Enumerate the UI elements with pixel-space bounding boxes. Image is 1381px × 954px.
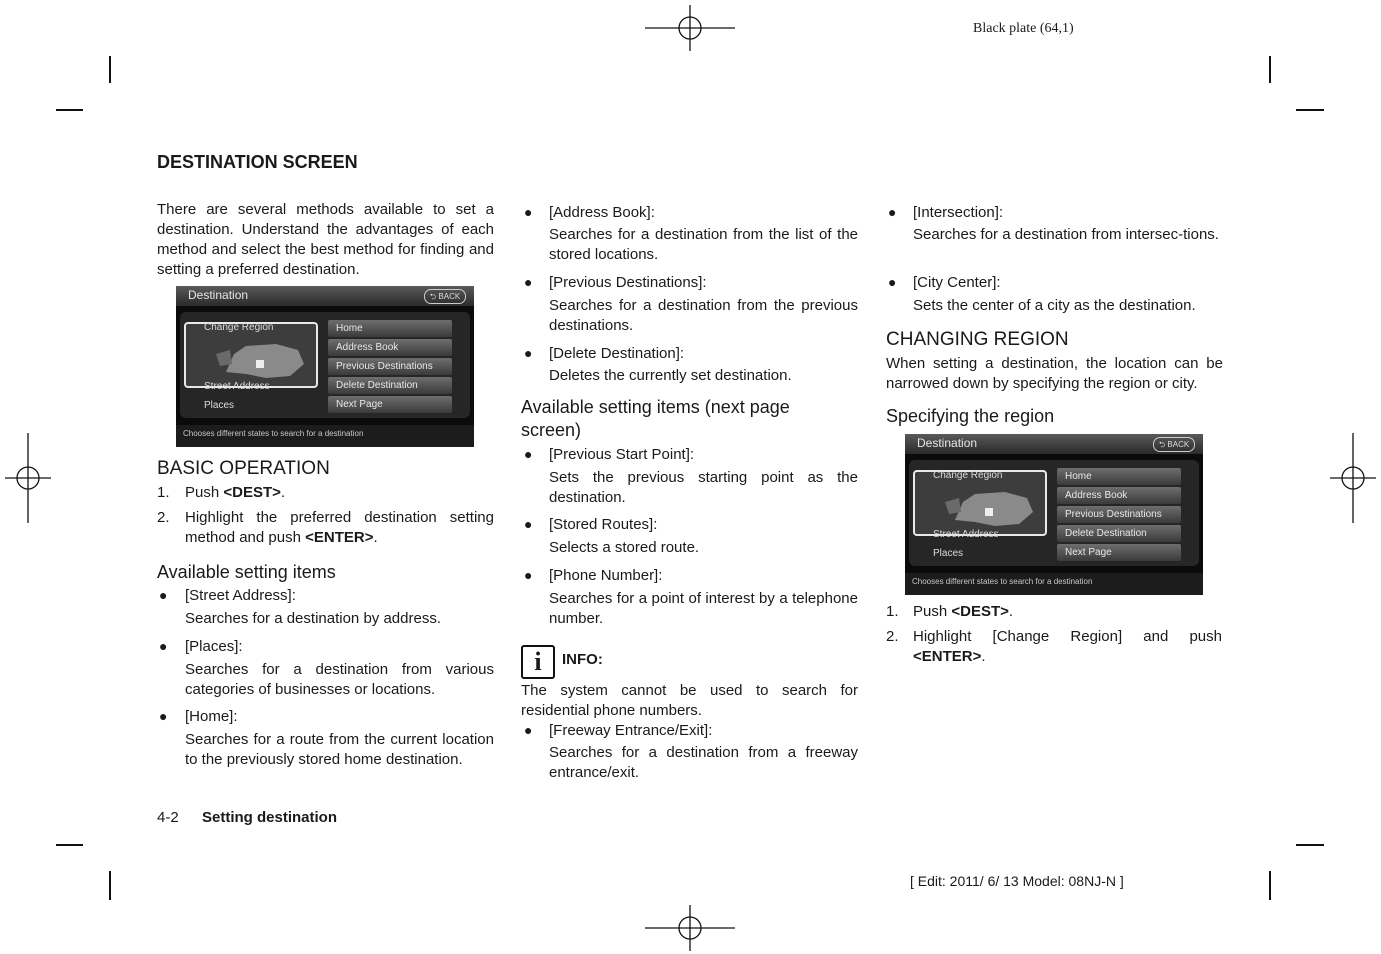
back-button: ⮌ BACK [424, 289, 466, 304]
screen-item-address-book: Address Book [1065, 490, 1128, 501]
screen-title: Destination [188, 288, 249, 302]
screen-item-next-page: Next Page [336, 399, 383, 410]
bullet: ● [159, 638, 168, 654]
item-label: [Previous Start Point]: [549, 446, 695, 463]
back-button: ⮌ BACK [1153, 437, 1195, 452]
bullet: ● [159, 708, 168, 724]
item-desc: Sets the center of a city as the destination. [913, 297, 1196, 314]
bullet: ● [524, 345, 533, 361]
screen-status: Chooses different states to search for a destination [183, 429, 364, 438]
bullet: ● [524, 274, 533, 290]
screen-item-delete-destination: Delete Destination [336, 380, 418, 391]
bullet: ● [524, 722, 533, 738]
registration-mark-top [645, 5, 735, 51]
destination-screen-image [905, 434, 1203, 595]
screen-item-street-address: Street Address [933, 529, 999, 540]
info-label: INFO: [562, 651, 603, 668]
next-page-heading: Available setting items (next page screen) [521, 397, 790, 440]
screen-item-previous-destinations: Previous Destinations [336, 361, 433, 372]
item-label: [Stored Routes]: [549, 516, 658, 533]
item-desc: Searches for a destination from the previous destinations. [549, 297, 858, 334]
basic-operation-heading: BASIC OPERATION [157, 458, 330, 479]
screen-item-next-page: Next Page [1065, 547, 1112, 558]
step-text: Highlight [Change Region] and push <ENTER>. [913, 628, 1222, 665]
item-label: [Places]: [185, 638, 243, 655]
destination-screen-image [176, 286, 474, 447]
info-text: The system cannot be used to search for residential phone numbers. [521, 682, 858, 719]
item-label: [Phone Number]: [549, 567, 663, 584]
bullet: ● [888, 274, 897, 290]
screen-item-delete-destination: Delete Destination [1065, 528, 1147, 539]
item-desc: Sets the previous starting point as the destination. [549, 469, 858, 506]
page-number: 4-2 [157, 809, 179, 826]
item-desc: Searches for a destination by address. [185, 610, 441, 627]
screen-item-places: Places [933, 548, 964, 559]
item-desc: Selects a stored route. [549, 539, 700, 556]
screen-item-street-address: Street Address [204, 381, 270, 392]
screen-item-places: Places [204, 400, 235, 411]
item-label: [Street Address]: [185, 587, 296, 604]
item-label: [Delete Destination]: [549, 345, 685, 362]
info-icon: i [521, 645, 555, 679]
bullet: ● [159, 587, 168, 603]
specifying-region-heading: Specifying the region [886, 406, 1055, 426]
changing-region-heading: CHANGING REGION [886, 329, 1069, 350]
step-number: 2. [886, 628, 899, 645]
bullet: ● [524, 446, 533, 462]
item-label: [Intersection]: [913, 204, 1004, 221]
step-number: 2. [157, 509, 170, 526]
intro-paragraph: There are several methods available to set a destination. Understand the advantages of each method and select the best method for finding and setting a preferred destination. [157, 201, 494, 278]
step-text: Push <DEST>. [185, 484, 286, 501]
step-text: Highlight the preferred destination setting method and push <ENTER>. [185, 509, 494, 546]
item-label: [Home]: [185, 708, 238, 725]
section-name: Setting destination [202, 809, 337, 826]
bullet: ● [524, 516, 533, 532]
registration-mark-right [1330, 433, 1376, 523]
edit-info: [ Edit: 2011/ 6/ 13 Model: 08NJ-N ] [910, 873, 1124, 889]
registration-mark-left [5, 433, 51, 523]
registration-mark-bottom [645, 905, 735, 951]
bullet: ● [524, 204, 533, 220]
changing-region-text: When setting a destination, the location can be narrowed down by specifying the region or city. [886, 355, 1223, 392]
step-number: 1. [886, 603, 899, 620]
screen-item-home: Home [1065, 471, 1092, 482]
screen-item-change-region: Change Region [933, 470, 1003, 481]
step-number: 1. [157, 484, 170, 501]
item-desc: Searches for a destination from the list of the stored locations. [549, 226, 858, 263]
available-items-heading: Available setting items [157, 562, 336, 582]
item-label: [Freeway Entrance/Exit]: [549, 722, 713, 739]
item-desc: Searches for a destination from various categories of businesses or locations. [185, 661, 494, 698]
item-label: [Previous Destinations]: [549, 274, 707, 291]
page-title: DESTINATION SCREEN [157, 152, 358, 172]
item-label: [City Center]: [913, 274, 1001, 291]
step-text: Push <DEST>. [913, 603, 1014, 620]
item-desc: Searches for a route from the current location to the previously stored home destination. [185, 731, 494, 768]
item-desc: Searches for a point of interest by a telephone number. [549, 590, 858, 627]
screen-status: Chooses different states to search for a destination [912, 577, 1093, 586]
item-desc: Searches for a destination from a freeway entrance/exit. [549, 744, 858, 781]
item-desc: Searches for a destination from intersec-tions. [913, 226, 1219, 243]
bullet: ● [888, 204, 897, 220]
screen-item-change-region: Change Region [204, 322, 274, 333]
bullet: ● [524, 567, 533, 583]
screen-title: Destination [917, 436, 978, 450]
item-label: [Address Book]: [549, 204, 655, 221]
screen-item-home: Home [336, 323, 363, 334]
screen-item-previous-destinations: Previous Destinations [1065, 509, 1162, 520]
plate-label: Black plate (64,1) [973, 21, 1074, 36]
screen-item-address-book: Address Book [336, 342, 399, 353]
item-desc: Deletes the currently set destination. [549, 367, 792, 384]
